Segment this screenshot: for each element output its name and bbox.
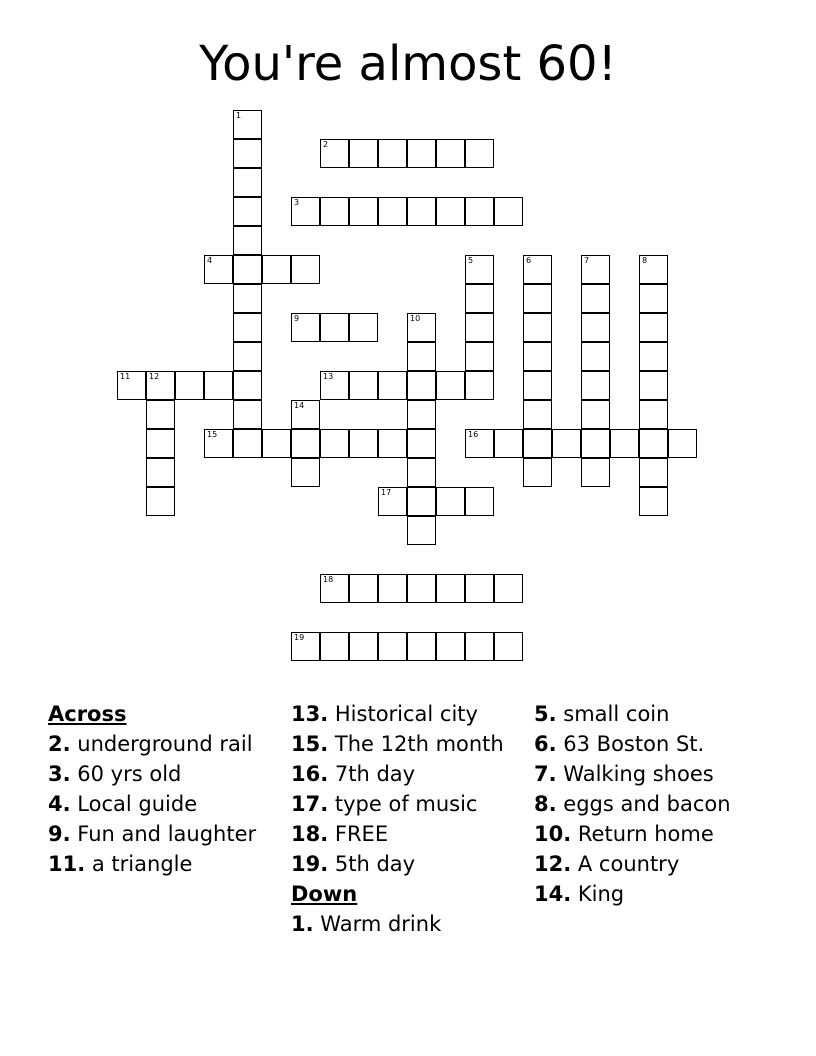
grid-cell[interactable] [494,197,523,226]
grid-cell[interactable] [378,632,407,661]
grid-cell[interactable] [291,313,320,342]
grid-cell[interactable] [465,487,494,516]
grid-cell[interactable] [407,487,436,516]
grid-cell[interactable] [146,487,175,516]
grid-cell[interactable] [436,371,465,400]
grid-cell[interactable] [204,371,233,400]
cell-number: 17 [381,488,392,497]
cell-number: 14 [294,401,305,410]
cell-number: 11 [120,372,131,381]
grid-cell[interactable] [291,458,320,487]
grid-cell[interactable] [465,284,494,313]
grid-cell[interactable] [523,284,552,313]
grid-cell[interactable] [465,429,494,458]
grid-cell[interactable] [494,429,523,458]
cell-number: 12 [149,372,160,381]
clue-across-11: 11. a triangle [48,852,193,876]
grid-cell[interactable] [523,429,552,458]
grid-cell[interactable] [436,574,465,603]
cell-number: 1 [236,111,242,120]
grid-cell[interactable] [407,197,436,226]
grid-cell[interactable] [378,429,407,458]
grid-cell[interactable] [436,139,465,168]
clues-column-1 [48,702,278,882]
grid-cell[interactable] [465,313,494,342]
grid-cell[interactable] [581,284,610,313]
grid-cell[interactable] [523,458,552,487]
clue-across-4: 4. Local guide [48,792,198,816]
grid-cell[interactable] [349,574,378,603]
cell-number: 13 [323,372,334,381]
grid-cell[interactable] [436,487,465,516]
grid-cell[interactable] [639,458,668,487]
grid-cell[interactable] [407,574,436,603]
grid-cell[interactable] [378,371,407,400]
grid-cell[interactable] [407,516,436,545]
grid-cell[interactable] [639,284,668,313]
grid-cell[interactable] [233,255,262,284]
grid-cell[interactable] [291,429,320,458]
grid-cell[interactable] [668,429,697,458]
grid-cell[interactable] [349,632,378,661]
grid-cell[interactable] [407,458,436,487]
cell-number: 10 [410,314,421,323]
grid-cell[interactable] [465,574,494,603]
cell-number: 4 [207,256,213,265]
cell-number: 15 [207,430,218,439]
grid-cell[interactable] [320,632,349,661]
grid-cell[interactable] [465,371,494,400]
grid-cell[interactable] [320,313,349,342]
clue-down-7: 7. Walking shoes [534,762,714,786]
grid-cell[interactable] [233,429,262,458]
grid-cell[interactable] [581,371,610,400]
grid-cell[interactable] [291,632,320,661]
grid-cell[interactable] [291,197,320,226]
clue-across-19: 19. 5th day [291,852,416,876]
grid-cell[interactable] [378,139,407,168]
grid-cell[interactable] [349,313,378,342]
grid-cell[interactable] [291,255,320,284]
grid-cell[interactable] [465,139,494,168]
cell-number: 19 [294,633,305,642]
grid-cell[interactable] [175,371,204,400]
grid-cell[interactable] [436,632,465,661]
grid-cell[interactable] [639,487,668,516]
grid-cell[interactable] [320,574,349,603]
grid-cell[interactable] [233,342,262,371]
grid-cell[interactable] [233,226,262,255]
grid-cell[interactable] [320,429,349,458]
grid-cell[interactable] [639,400,668,429]
grid-cell[interactable] [204,255,233,284]
grid-cell[interactable] [146,458,175,487]
grid-cell[interactable] [320,197,349,226]
cell-number: 2 [323,140,329,149]
grid-cell[interactable] [233,168,262,197]
grid-cell[interactable] [378,574,407,603]
cell-number: 5 [468,256,474,265]
grid-cell[interactable] [436,197,465,226]
grid-cell[interactable] [407,313,436,342]
grid-cell[interactable] [233,197,262,226]
clue-across-9: 9. Fun and laughter [48,822,257,846]
grid-cell[interactable] [349,197,378,226]
grid-cell[interactable] [581,400,610,429]
grid-cell[interactable] [407,429,436,458]
grid-cell[interactable] [523,313,552,342]
grid-cell[interactable] [349,429,378,458]
clue-across-17: 17. type of music [291,792,478,816]
grid-cell[interactable] [146,371,175,400]
clues-column-2 [291,702,521,942]
grid-cell[interactable] [639,255,668,284]
down-heading: Down [291,882,358,906]
grid-cell[interactable] [610,429,639,458]
clue-across-18: 18. FREE [291,822,389,846]
cell-number: 3 [294,198,300,207]
grid-cell[interactable] [407,371,436,400]
grid-cell[interactable] [233,110,262,139]
grid-cell[interactable] [407,632,436,661]
grid-cell[interactable] [639,313,668,342]
grid-cell[interactable] [581,255,610,284]
grid-cell[interactable] [233,371,262,400]
grid-cell[interactable] [581,342,610,371]
grid-cell[interactable] [233,400,262,429]
grid-cell[interactable] [523,342,552,371]
grid-cell[interactable] [117,371,146,400]
grid-cell[interactable] [494,574,523,603]
grid-cell[interactable] [233,284,262,313]
grid-cell[interactable] [523,400,552,429]
clue-down-10: 10. Return home [534,822,714,846]
clue-across-2: 2. underground rail [48,732,253,756]
grid-cell[interactable] [349,371,378,400]
cell-number: 6 [526,256,532,265]
clue-across-16: 16. 7th day [291,762,416,786]
cell-number: 7 [584,256,590,265]
grid-cell[interactable] [262,255,291,284]
grid-cell[interactable] [233,139,262,168]
grid-cell[interactable] [523,255,552,284]
grid-cell[interactable] [407,342,436,371]
clue-down-12: 12. A country [534,852,680,876]
grid-cell[interactable] [291,400,320,429]
clue-down-8: 8. eggs and bacon [534,792,731,816]
cell-number: 18 [323,575,334,584]
grid-cell[interactable] [639,371,668,400]
grid-cell[interactable] [552,429,581,458]
page-title: You're almost 60! [199,36,617,92]
across-heading: Across [48,702,127,726]
grid-cell[interactable] [465,197,494,226]
grid-cell[interactable] [639,429,668,458]
grid-cell[interactable] [204,429,233,458]
grid-cell[interactable] [465,255,494,284]
grid-cell[interactable] [494,632,523,661]
grid-cell[interactable] [465,632,494,661]
clue-down-6: 6. 63 Boston St. [534,732,705,756]
grid-cell[interactable] [233,313,262,342]
clue-across-3: 3. 60 yrs old [48,762,182,786]
grid-cell[interactable] [639,342,668,371]
grid-cell[interactable] [320,139,349,168]
grid-cell[interactable] [378,487,407,516]
grid-cell[interactable] [523,371,552,400]
grid-cell[interactable] [146,429,175,458]
grid-cell[interactable] [349,139,378,168]
grid-cell[interactable] [262,429,291,458]
grid-cell[interactable] [407,400,436,429]
grid-cell[interactable] [407,139,436,168]
clue-across-13: 13. Historical city [291,702,478,726]
grid-cell[interactable] [378,197,407,226]
grid-cell[interactable] [581,313,610,342]
cell-number: 16 [468,430,479,439]
cell-number: 8 [642,256,648,265]
clue-across-15: 15. The 12th month [291,732,504,756]
cell-number: 9 [294,314,300,323]
grid-cell[interactable] [146,400,175,429]
clue-down-1: 1. Warm drink [291,912,442,936]
clue-down-5: 5. small coin [534,702,670,726]
grid-cell[interactable] [581,429,610,458]
clue-down-14: 14. King [534,882,625,906]
grid-cell[interactable] [320,371,349,400]
grid-cell[interactable] [581,458,610,487]
clues-column-3 [534,702,764,912]
grid-cell[interactable] [465,342,494,371]
